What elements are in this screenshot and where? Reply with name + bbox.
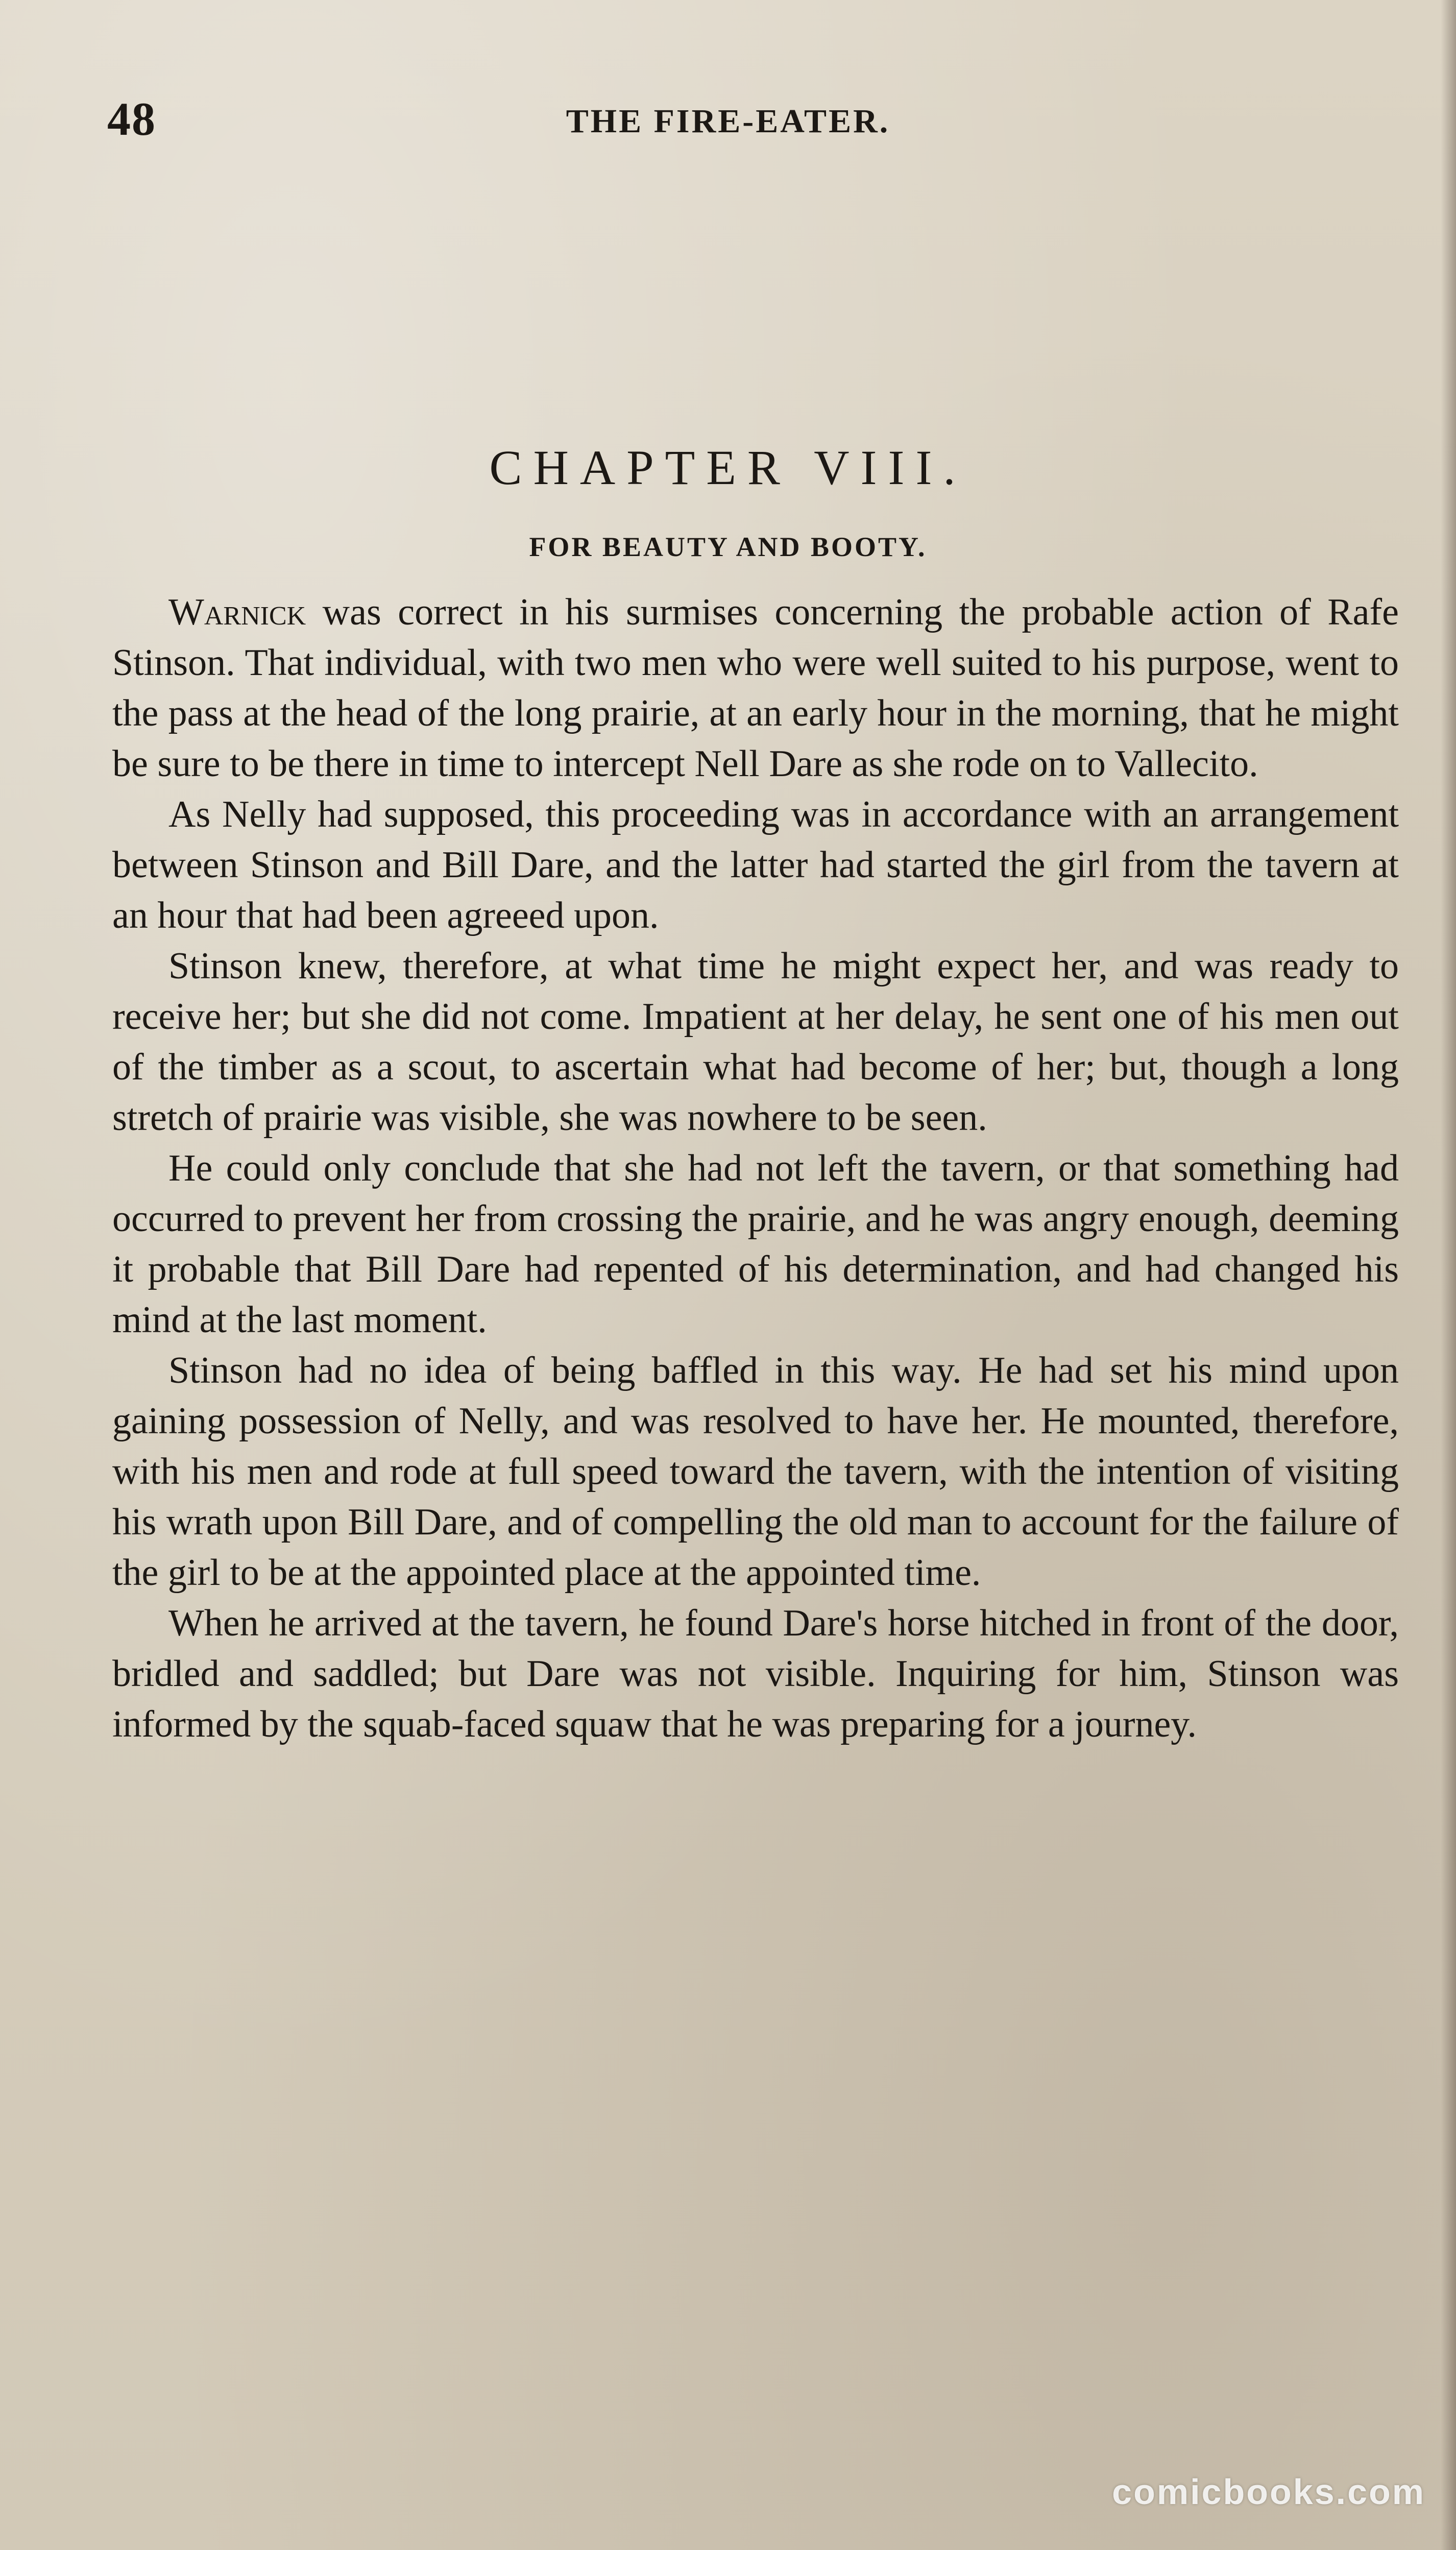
paragraph-1 <box>112 587 1399 789</box>
paragraph-6: When he arrived at the tavern, he found Dare's horse hitched in front of the door, bridled and saddled; but Dare was not visible. Inquiring for him, Stinson was informed by the squab-faced squaw that he was preparing for a journey. <box>112 1602 1399 1745</box>
body-text <box>112 587 1399 1750</box>
page-number: 48 <box>107 93 156 145</box>
paragraph-lead-word: Warnick <box>168 591 306 633</box>
chapter-title: CHAPTER VIII. <box>489 440 967 495</box>
chapter-subtitle: FOR BEAUTY AND BOOTY. <box>529 532 927 562</box>
running-head: THE FIRE-EATER. <box>566 103 890 140</box>
paragraph-4: He could only conclude that she had not left the tavern, or that something had occurred to prevent her from crossing the prairie, and he was angry enough, deeming it probable that Bill Dare had repented of his determination, and had changed his mind at the last moment. <box>112 1147 1399 1341</box>
paragraph-5: Stinson had no idea of being baffled in this way. He had set his mind upon gaining possession of Nelly, and was resolved to have her. He mounted, therefore, with his men and rode at full speed toward the tavern, with the intention of visiting his wrath upon Bill Dare, and of compelling the old man to account for the failure of the girl to be at the appointed place at the appointed time. <box>112 1350 1399 1594</box>
paragraph-text: was correct in his surmises concerning the probable action of Rafe Stinson. That individual, with two men who were well suited to his purpose, went to the pass at the head of the long prairie, at an early hour in the morning, that he might be sure to be there in time to intercept Nell Dare as she rode on to Vallecito. <box>112 591 1399 785</box>
watermark: comicbooks.com <box>1112 2472 1425 2512</box>
paragraph-3: Stinson knew, therefore, at what time he might expect her, and was ready to receive her; but she did not come. Impatient at her delay, he sent one of his men out of the timber as a scout, to ascertain what had become of her; but, though a long stretch of prairie was visible, she was nowhere to be seen. <box>112 945 1399 1139</box>
paragraph-2: As Nelly had supposed, this proceeding was in accordance with an arrangement between Stinson and Bill Dare, and the latter had started the girl from the tavern at an hour that had been agreeed upon. <box>112 793 1399 936</box>
